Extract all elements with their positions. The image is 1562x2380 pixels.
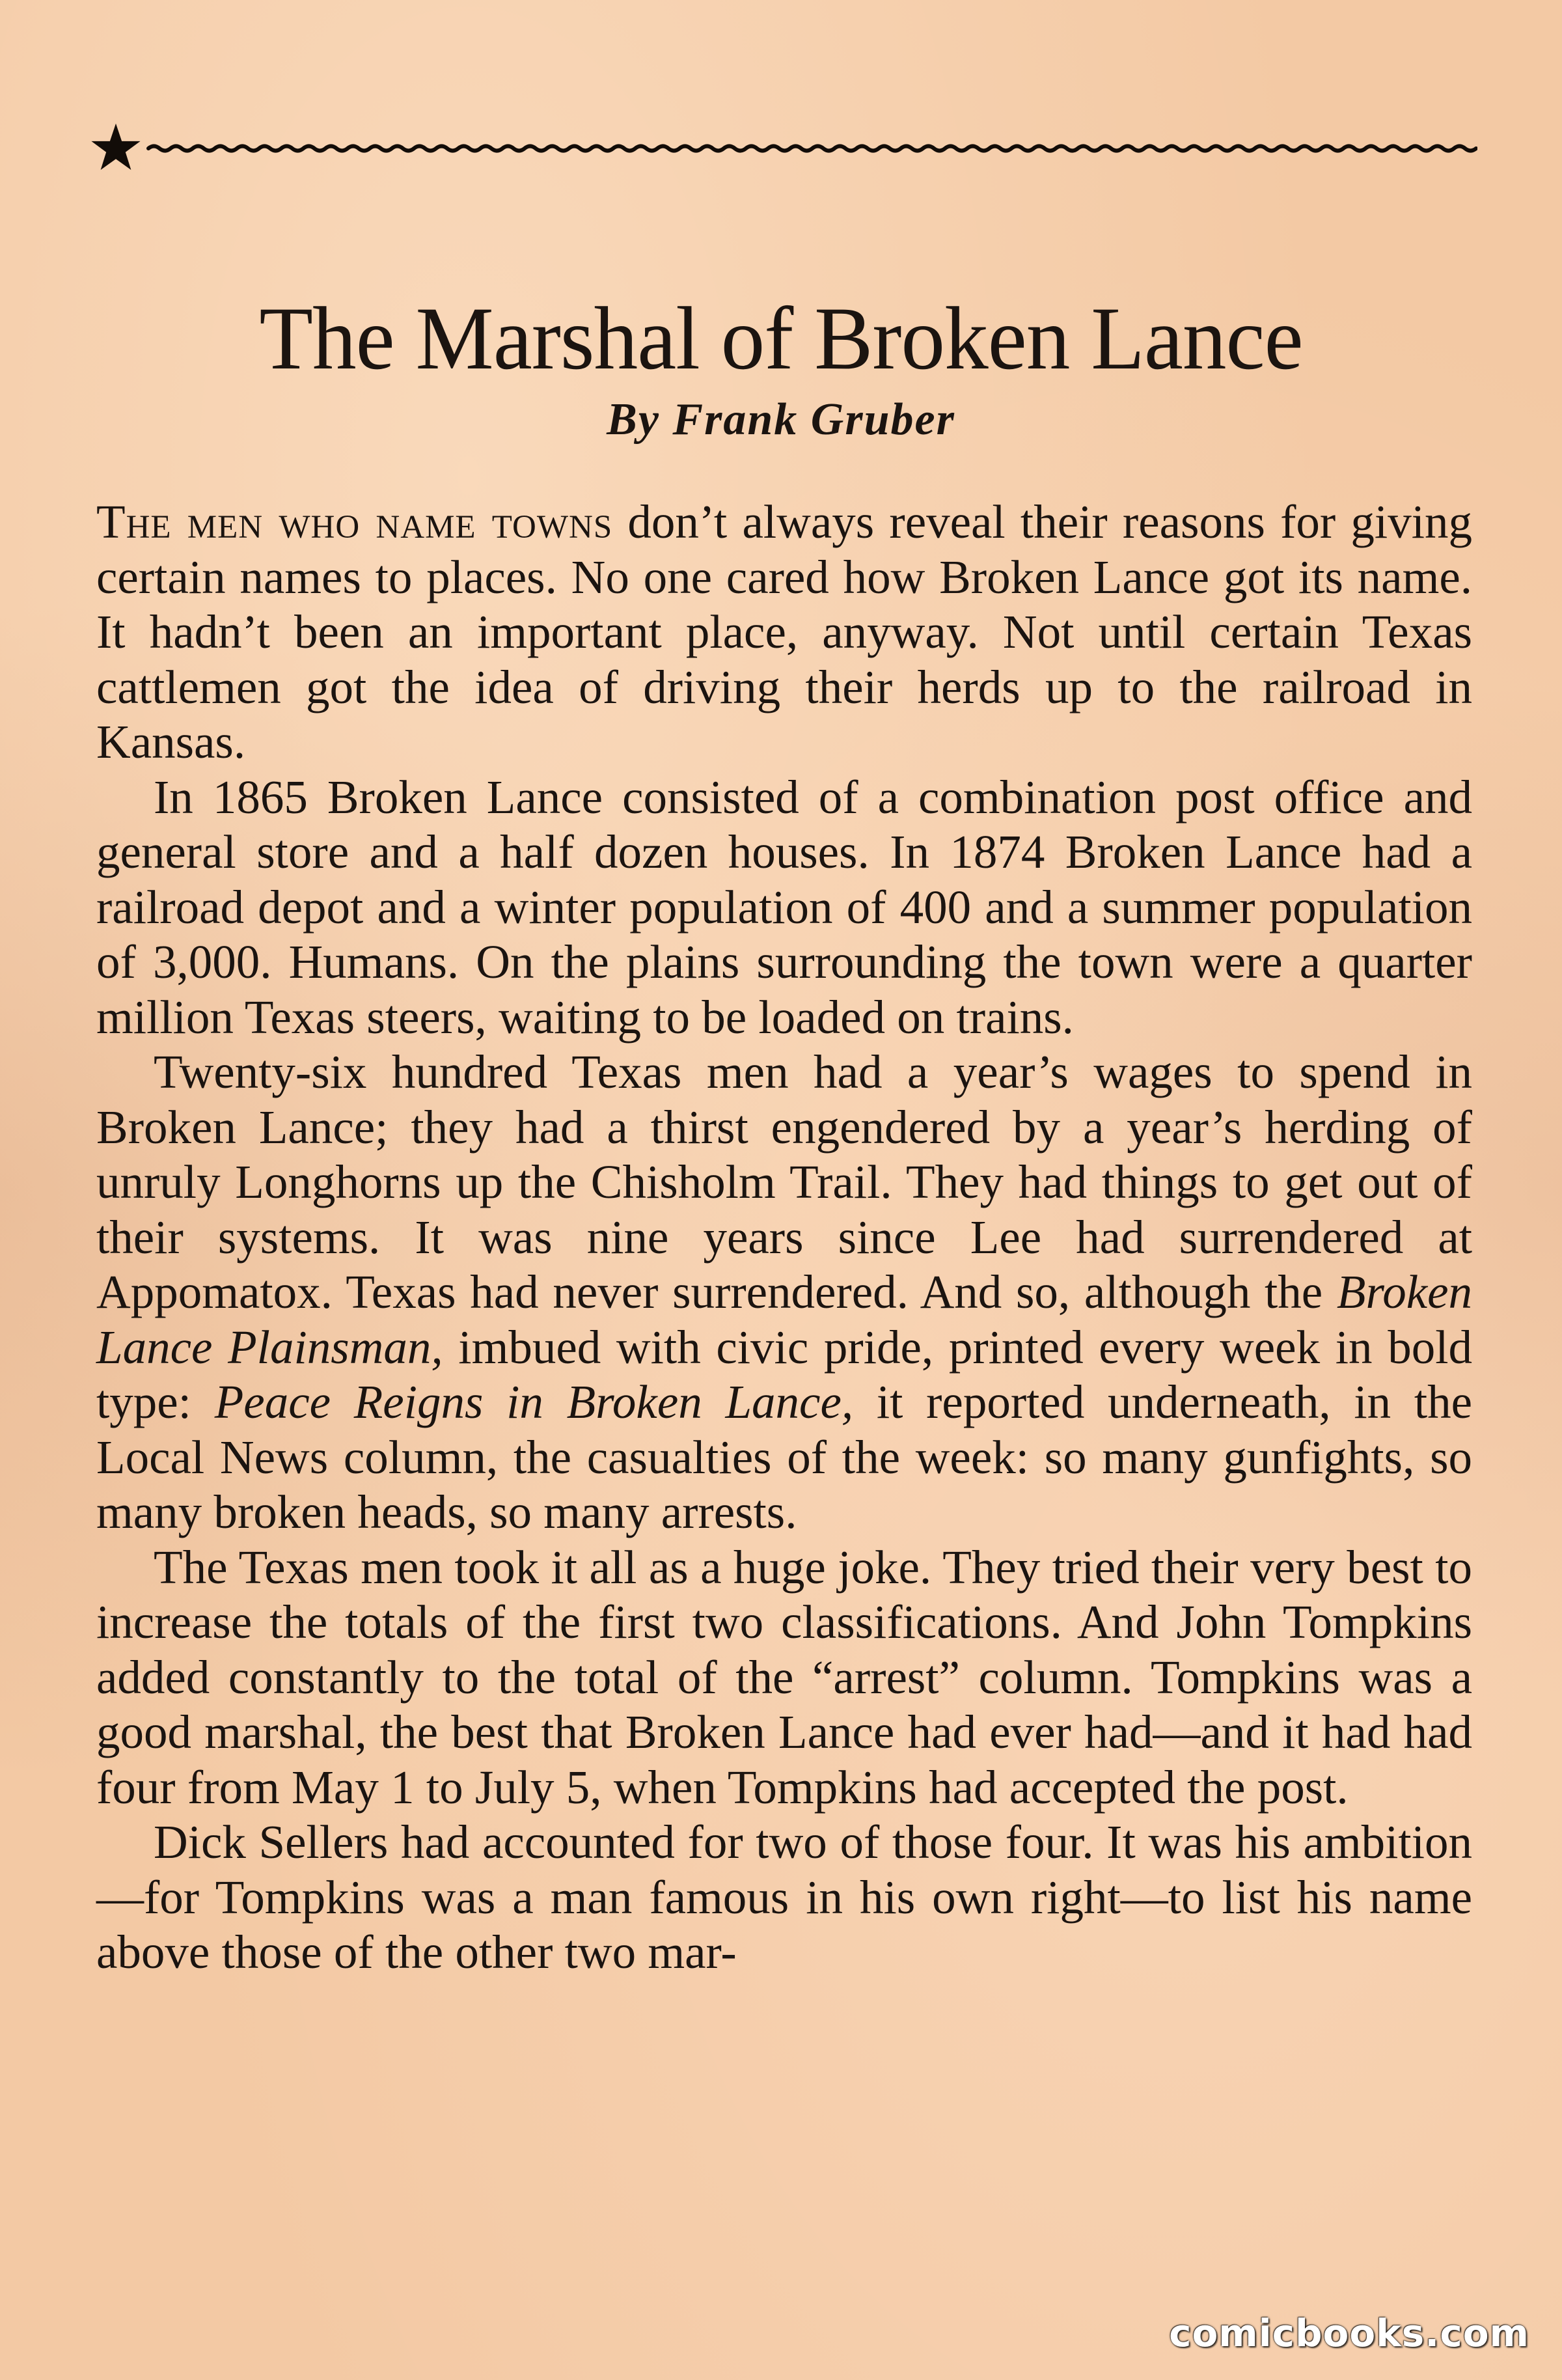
paragraph-1: [96, 495, 1472, 770]
paragraph-1-text: don’t always reveal their reasons for giving certain names to places. No one cared how Broken Lance got its name. It hadn’t been an important place, anyway. Not until certain Texas cattlemen got the idea of driving their herds up to the railroad in Kansas.: [96, 495, 1472, 768]
paragraph-3: [96, 1045, 1472, 1540]
paragraph-3-text-c: it reported underneath, in the Local News column, the casualties of the week: so many gunfights, so many broken heads, so many arrests.: [96, 1376, 1473, 1538]
story-byline: By Frank Gruber: [607, 394, 955, 445]
wavy-rule-line: [148, 146, 1476, 151]
paragraph-5: Dick Sellers had accounted for two of those four. It was his ambition—for Tompkins was a man famous in his own right—to list his name above those of the other two mar-: [96, 1816, 1472, 1978]
paragraph-4: The Texas men took it all as a huge joke. They tried their very best to increase the totals of the first two classifications. And John Tompkins added constantly to the total of the “arrest” column. Tompkins was a good marshal, the best that Broken Lance had ever had—and it had had four from May 1 to July 5, when Tompkins had accepted the post.: [96, 1540, 1472, 1814]
header-ornament-rule: [91, 124, 1477, 176]
paragraph-1-lead: The men who name towns: [96, 495, 613, 548]
story-body: [96, 495, 1472, 1980]
star-icon: [91, 124, 140, 170]
paragraph-3-text-a: Twenty-six hundred Texas men had a year’s wages to spend in Broken Lance; they had a thirst engendered by a year’s herding of unruly Longhorns up the Chisholm Trail. They had things to get out of their systems. It was nine years since Lee had surrendered at Appomatox. Texas had never surrendered. And so, although the: [96, 1045, 1472, 1318]
newspaper-name: Broken Lance Plainsman,: [96, 1266, 1472, 1374]
story-title: The Marshal of Broken Lance: [259, 288, 1303, 388]
paragraph-2: In 1865 Broken Lance consisted of a combination post office and general store and a half dozen houses. In 1874 Broken Lance had a railroad depot and a winter population of 400 and a summer population of 3,000. Humans. On the plains surrounding the town were a quarter million Texas steers, waiting to be loaded on trains.: [96, 770, 1472, 1044]
watermark: comicbooks.com: [1169, 2311, 1529, 2355]
paragraph-3-text-b: imbued with civic pride, printed every week in bold type:: [96, 1320, 1472, 1428]
headline-quote: Peace Reigns in Broken Lance,: [214, 1376, 854, 1428]
